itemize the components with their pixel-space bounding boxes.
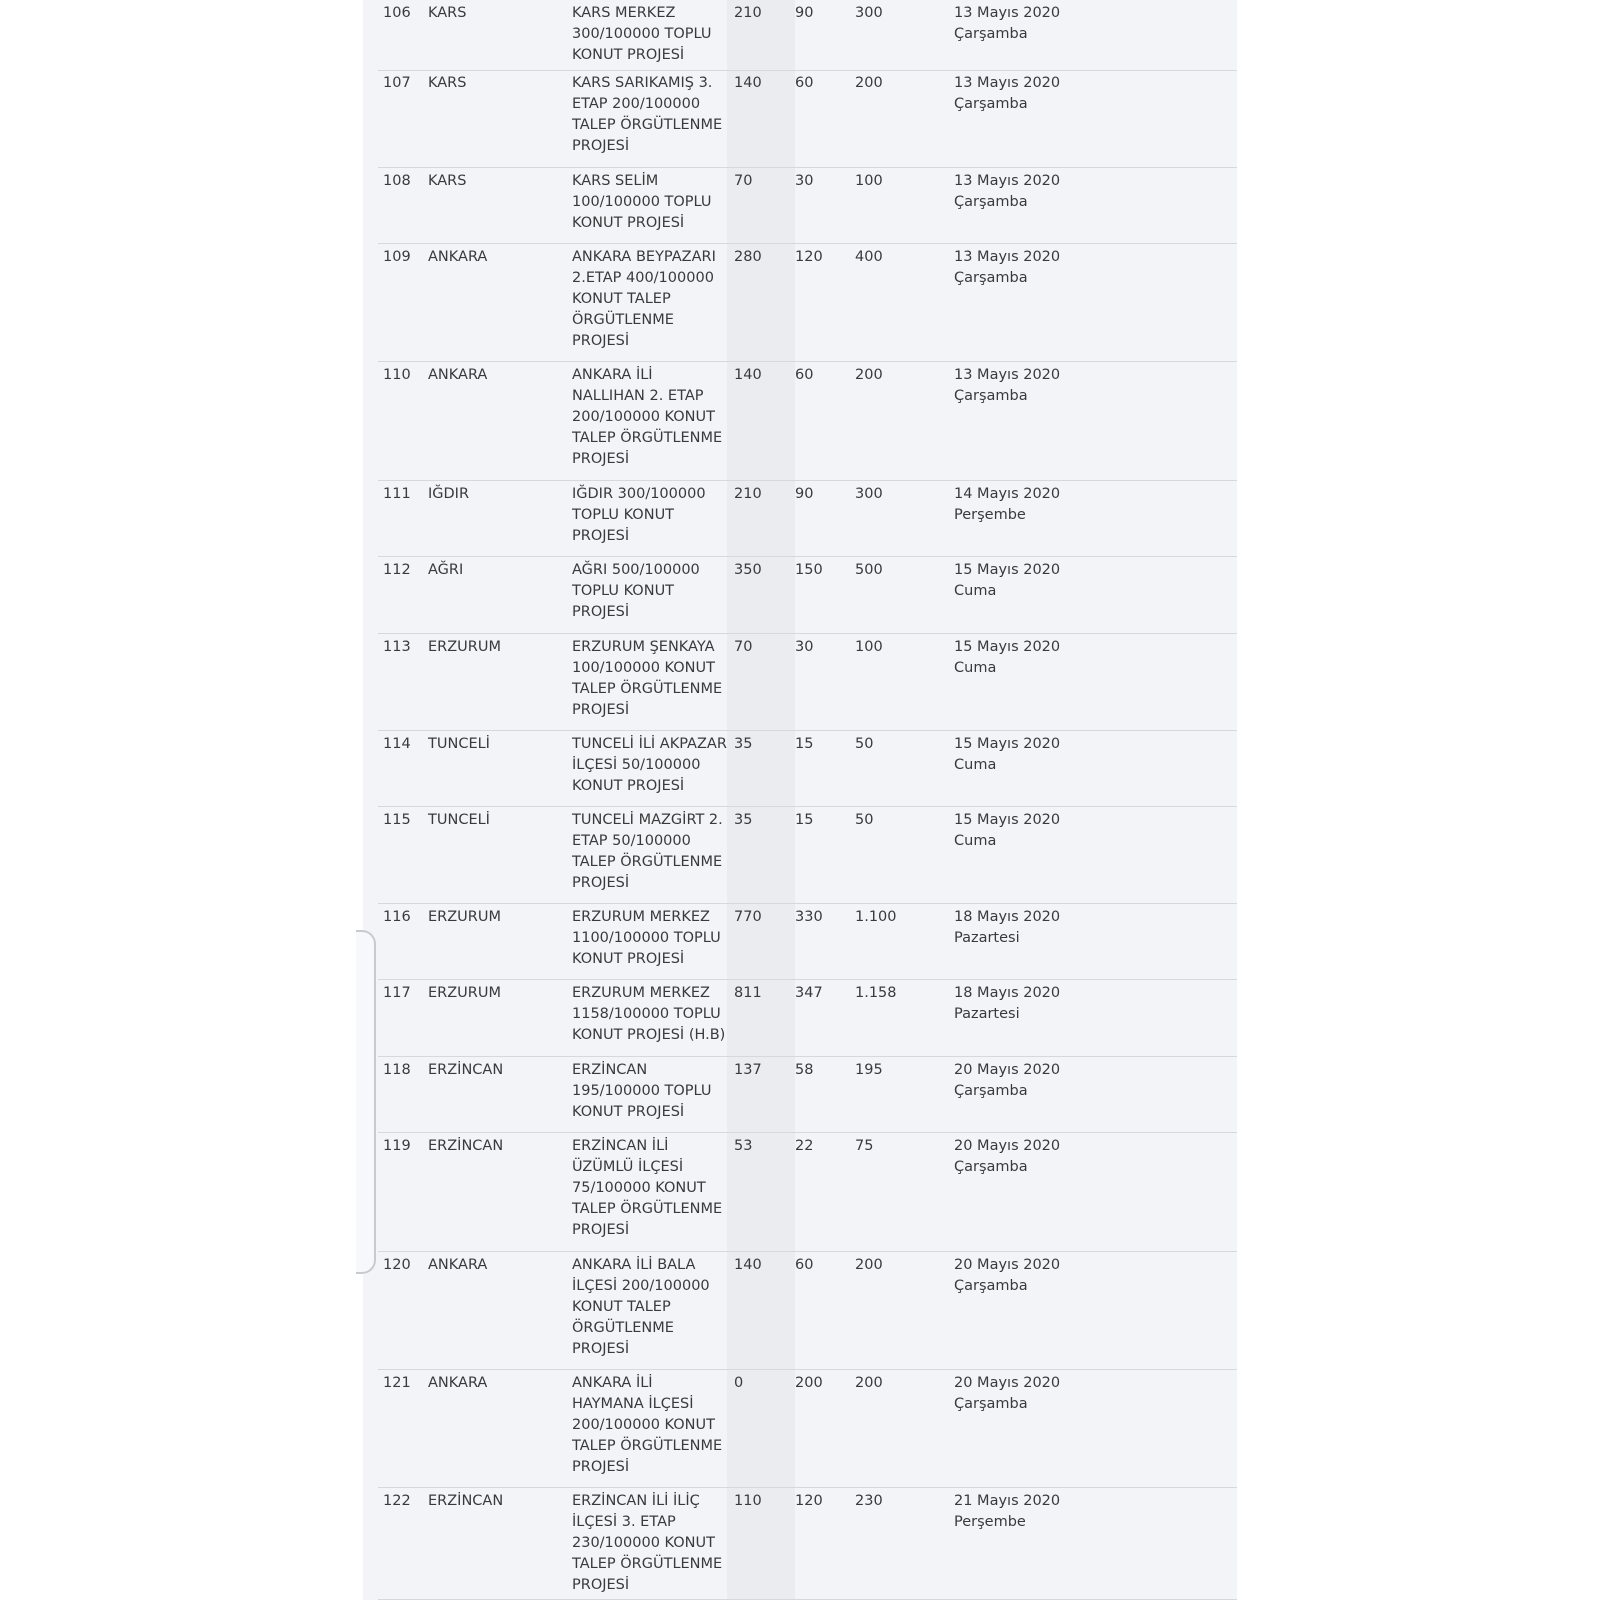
row-number: 118 [383,1062,411,1078]
row-number: 117 [383,985,411,1001]
row-number: 110 [383,367,411,383]
weekday-value: Perşembe [954,1514,1026,1530]
date-value: 21 Mayıs 2020 [954,1493,1061,1509]
value-total: 50 [855,736,874,752]
table-row [378,70,1237,168]
table-row [378,1133,1237,1252]
province-name: ERZİNCAN [428,1138,504,1154]
date-value: 20 Mayıs 2020 [954,1375,1061,1391]
value-total: 75 [855,1138,874,1154]
value-b: 120 [795,1493,823,1509]
province-name: ERZİNCAN [428,1062,504,1078]
row-number: 106 [383,5,411,21]
date-text [954,3,1154,45]
value-total: 200 [855,1375,883,1391]
value-b: 347 [795,985,823,1001]
value-a: 140 [734,1257,762,1273]
table-row [378,481,1237,557]
table-row [378,731,1237,807]
row-number: 119 [383,1138,411,1154]
project-name: KARS SELİM 100/100000 TOPLU KONUT PROJESİ [572,173,712,231]
row-number: 113 [383,639,411,655]
province-name: ANKARA [428,367,488,383]
value-b: 58 [795,1062,814,1078]
value-a: 0 [734,1375,744,1391]
table-row [378,980,1237,1057]
date-text [954,1255,1154,1297]
weekday-value: Cuma [954,660,997,676]
table-row [378,1057,1237,1133]
province-name: ERZURUM [428,985,501,1001]
project-name: ANKARA İLİ HAYMANA İLÇESİ 200/100000 KONUT TALEP ÖRGÜTLENME PROJESİ [572,1375,723,1475]
value-total: 1.100 [855,909,897,925]
weekday-value: Çarşamba [954,194,1028,210]
value-b: 30 [795,639,814,655]
project-name: ANKARA İLİ BALA İLÇESİ 200/100000 KONUT TALEP ÖRGÜTLENME PROJESİ [572,1257,710,1357]
value-b: 15 [795,812,814,828]
weekday-value: Çarşamba [954,270,1028,286]
date-value: 18 Mayıs 2020 [954,985,1061,1001]
weekday-value: Çarşamba [954,1396,1028,1412]
date-text [954,73,1154,115]
value-b: 30 [795,173,814,189]
value-total: 100 [855,173,883,189]
project-name: ANKARA BEYPAZARI 2.ETAP 400/100000 KONUT TALEP ÖRGÜTLENME PROJESİ [572,249,716,349]
province-name: ANKARA [428,1375,488,1391]
date-value: 15 Mayıs 2020 [954,639,1061,655]
value-total: 230 [855,1493,883,1509]
table-row [378,0,1237,71]
value-a: 70 [734,173,753,189]
date-text [954,247,1154,289]
value-b: 90 [795,5,814,21]
value-b: 150 [795,562,823,578]
value-total: 300 [855,486,883,502]
province-name: KARS [428,75,467,91]
province-name: TUNCELİ [428,736,490,752]
row-number: 109 [383,249,411,265]
date-text [954,907,1154,949]
row-number: 122 [383,1493,411,1509]
row-number: 107 [383,75,411,91]
weekday-value: Çarşamba [954,1083,1028,1099]
weekday-value: Pazartesi [954,1006,1020,1022]
date-value: 15 Mayıs 2020 [954,736,1061,752]
value-total: 195 [855,1062,883,1078]
value-total: 200 [855,367,883,383]
province-name: KARS [428,173,467,189]
province-name: ANKARA [428,1257,488,1273]
date-text [954,484,1154,526]
province-name: TUNCELİ [428,812,490,828]
table-row [378,807,1237,904]
province-name: ERZURUM [428,639,501,655]
value-total: 300 [855,5,883,21]
date-value: 13 Mayıs 2020 [954,367,1061,383]
date-value: 13 Mayıs 2020 [954,75,1061,91]
value-b: 120 [795,249,823,265]
value-a: 811 [734,985,762,1001]
date-value: 13 Mayıs 2020 [954,249,1061,265]
weekday-value: Çarşamba [954,96,1028,112]
value-a: 140 [734,75,762,91]
weekday-value: Cuma [954,757,997,773]
project-name: KARS MERKEZ 300/100000 TOPLU KONUT PROJESİ [572,5,712,63]
weekday-value: Pazartesi [954,930,1020,946]
date-value: 15 Mayıs 2020 [954,562,1061,578]
table-row [378,1252,1237,1370]
table-row [378,362,1237,481]
value-b: 200 [795,1375,823,1391]
value-total: 1.158 [855,985,897,1001]
project-name: ERZURUM ŞENKAYA 100/100000 KONUT TALEP ÖRGÜTLENME PROJESİ [572,639,723,718]
row-number: 114 [383,736,411,752]
project-name: ERZİNCAN 195/100000 TOPLU KONUT PROJESİ [572,1062,712,1120]
row-number: 115 [383,812,411,828]
value-b: 60 [795,1257,814,1273]
value-total: 400 [855,249,883,265]
value-total: 100 [855,639,883,655]
value-a: 140 [734,367,762,383]
date-text [954,1060,1154,1102]
value-total: 500 [855,562,883,578]
weekday-value: Cuma [954,583,997,599]
date-text [954,1373,1154,1415]
project-name: ANKARA İLİ NALLIHAN 2. ETAP 200/100000 KONUT TALEP ÖRGÜTLENME PROJESİ [572,367,723,467]
project-name: KARS SARIKAMIŞ 3. ETAP 200/100000 TALEP ÖRGÜTLENME PROJESİ [572,75,723,154]
province-name: ANKARA [428,249,488,265]
value-b: 15 [795,736,814,752]
weekday-value: Cuma [954,833,997,849]
value-b: 330 [795,909,823,925]
value-total: 200 [855,75,883,91]
value-a: 70 [734,639,753,655]
date-text [954,365,1154,407]
weekday-value: Çarşamba [954,26,1028,42]
date-text [954,1136,1154,1178]
project-name: ERZURUM MERKEZ 1158/100000 TOPLU KONUT PROJESİ (H.B) [572,985,726,1043]
date-text [954,983,1154,1025]
project-name: TUNCELİ İLİ AKPAZAR İLÇESİ 50/100000 KONUT PROJESİ [572,736,727,794]
value-a: 53 [734,1138,753,1154]
table-row [378,1488,1237,1600]
value-a: 210 [734,5,762,21]
date-value: 20 Mayıs 2020 [954,1062,1061,1078]
project-name: ERZURUM MERKEZ 1100/100000 TOPLU KONUT PROJESİ [572,909,721,967]
table-row [378,168,1237,244]
row-number: 116 [383,909,411,925]
table-row [378,557,1237,634]
value-total: 50 [855,812,874,828]
project-name: TUNCELİ MAZGİRT 2. ETAP 50/100000 TALEP ÖRGÜTLENME PROJESİ [572,812,723,891]
date-value: 20 Mayıs 2020 [954,1257,1061,1273]
table-row [378,1370,1237,1488]
weekday-value: Çarşamba [954,1159,1028,1175]
table-row [378,244,1237,362]
date-text [954,637,1154,679]
value-a: 280 [734,249,762,265]
value-a: 137 [734,1062,762,1078]
value-a: 350 [734,562,762,578]
value-a: 770 [734,909,762,925]
value-a: 35 [734,812,753,828]
value-a: 35 [734,736,753,752]
date-value: 13 Mayıs 2020 [954,173,1061,189]
row-number: 120 [383,1257,411,1273]
date-value: 13 Mayıs 2020 [954,5,1061,21]
province-name: KARS [428,5,467,21]
row-number: 111 [383,486,411,502]
project-name: IĞDIR 300/100000 TOPLU KONUT PROJESİ [572,486,706,544]
date-value: 14 Mayıs 2020 [954,486,1061,502]
value-a: 110 [734,1493,762,1509]
date-value: 18 Mayıs 2020 [954,909,1061,925]
table-row [378,904,1237,980]
date-text [954,560,1154,602]
date-value: 15 Mayıs 2020 [954,812,1061,828]
weekday-value: Çarşamba [954,1278,1028,1294]
project-name: ERZİNCAN İLİ İLİÇ İLÇESİ 3. ETAP 230/100000 KONUT TALEP ÖRGÜTLENME PROJESİ [572,1493,723,1593]
value-b: 90 [795,486,814,502]
province-name: ERZURUM [428,909,501,925]
date-text [954,1491,1154,1533]
weekday-value: Çarşamba [954,388,1028,404]
value-a: 210 [734,486,762,502]
row-number: 112 [383,562,411,578]
row-number: 108 [383,173,411,189]
table-row [378,634,1237,731]
value-total: 200 [855,1257,883,1273]
date-value: 20 Mayıs 2020 [954,1138,1061,1154]
province-name: AĞRI [428,562,464,578]
date-text [954,810,1154,852]
weekday-value: Perşembe [954,507,1026,523]
value-b: 22 [795,1138,814,1154]
date-text [954,734,1154,776]
project-name: AĞRI 500/100000 TOPLU KONUT PROJESİ [572,562,700,620]
scroll-handle[interactable] [356,930,376,1274]
value-b: 60 [795,75,814,91]
province-name: ERZİNCAN [428,1493,504,1509]
row-number: 121 [383,1375,411,1391]
province-name: IĞDIR [428,486,470,502]
project-name: ERZİNCAN İLİ ÜZÜMLÜ İLÇESİ 75/100000 KONUT TALEP ÖRGÜTLENME PROJESİ [572,1138,723,1238]
value-b: 60 [795,367,814,383]
date-text [954,171,1154,213]
